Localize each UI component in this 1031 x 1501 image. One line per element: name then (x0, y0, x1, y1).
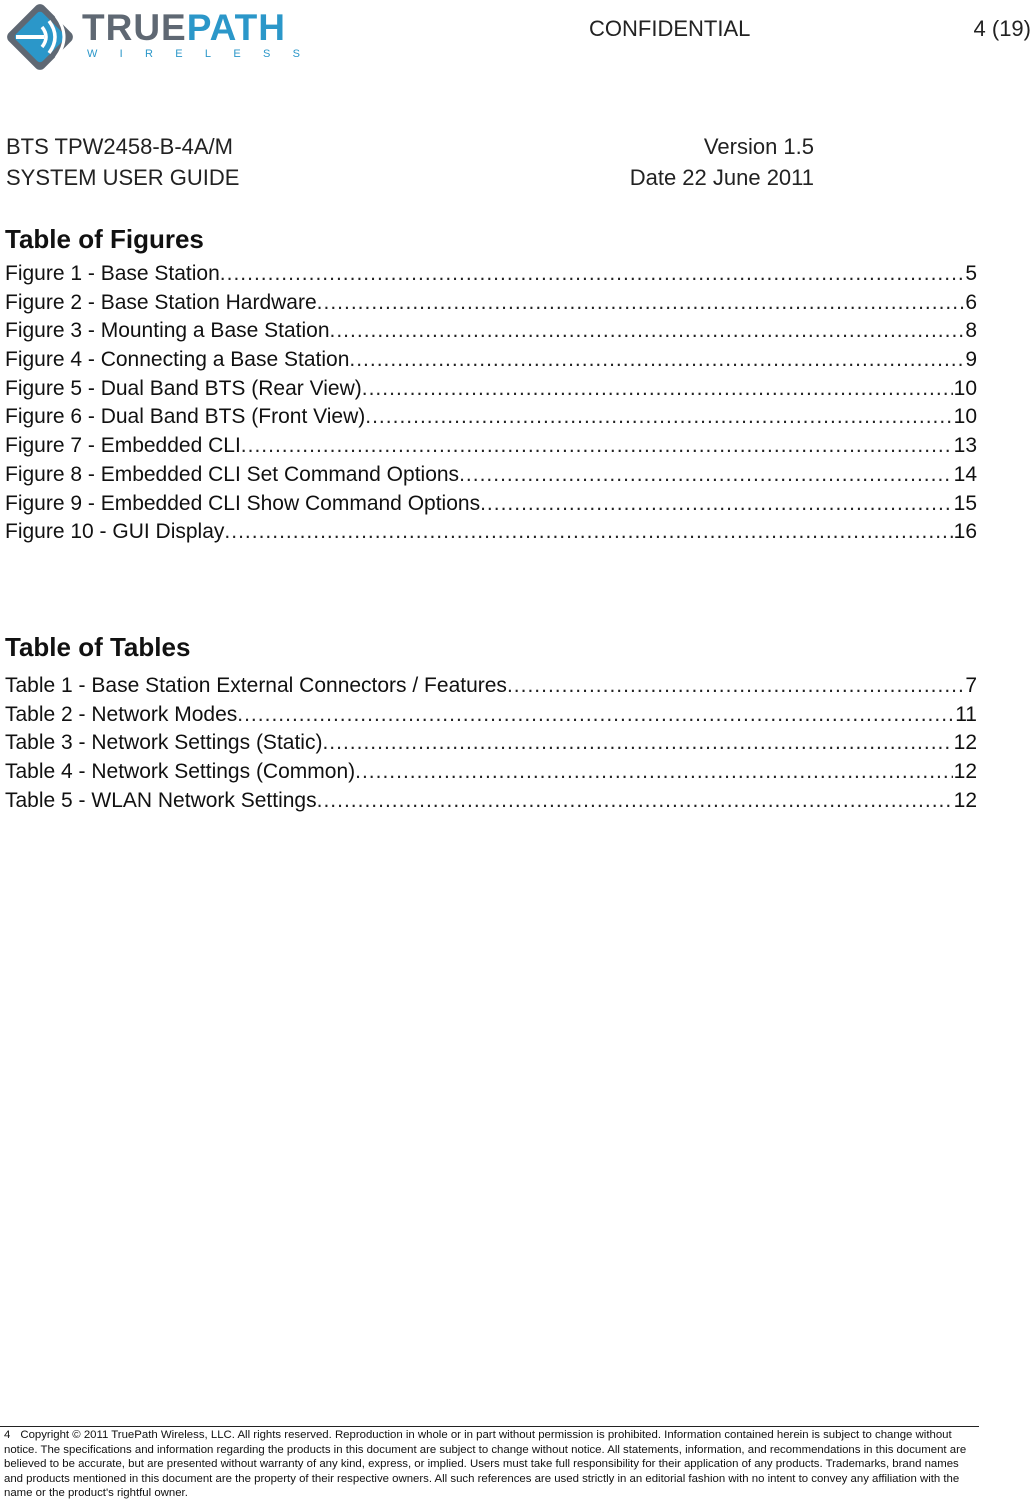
figure-entry-page: 10 (953, 405, 977, 429)
figure-entry[interactable] (5, 346, 977, 375)
dot-leader (317, 787, 953, 816)
table-entry[interactable] (5, 787, 977, 816)
figure-entry[interactable] (5, 518, 977, 547)
logo-word-path: PATH (186, 7, 286, 48)
dot-leader (459, 461, 953, 490)
figure-entry-page: 10 (953, 376, 977, 400)
table-entry-page: 11 (955, 702, 977, 726)
table-entry[interactable] (5, 729, 977, 758)
figure-entry-label: Figure 5 - Dual Band BTS (Rear View) (5, 376, 362, 400)
table-entry-page: 12 (953, 788, 977, 812)
figure-entry-page: 8 (965, 319, 977, 343)
figure-entry[interactable] (5, 461, 977, 490)
figure-entry-page: 13 (953, 434, 977, 458)
footer-divider (0, 1426, 979, 1427)
doc-version: Version 1.5 (703, 134, 814, 159)
figures-heading: Table of Figures (5, 224, 204, 254)
dot-leader (330, 317, 965, 346)
dot-leader (322, 729, 952, 758)
doc-title-line1: BTS TPW2458-B-4A/M (6, 134, 233, 159)
figure-entry-page: 6 (965, 290, 977, 314)
table-entry-page: 12 (953, 731, 977, 755)
figure-entry-label: Figure 6 - Dual Band BTS (Front View) (5, 405, 366, 429)
figures-list (5, 260, 977, 547)
figure-entry[interactable] (5, 490, 977, 519)
dot-leader (355, 758, 953, 787)
doc-title-line2: SYSTEM USER GUIDE (6, 165, 240, 190)
table-entry-label: Table 5 - WLAN Network Settings (5, 788, 317, 812)
table-entry[interactable] (5, 672, 977, 701)
figure-entry[interactable] (5, 260, 977, 289)
footer-page-number: 4 (4, 1429, 11, 1441)
figure-entry-label: Figure 3 - Mounting a Base Station (5, 319, 330, 343)
dot-leader (317, 289, 965, 318)
table-entry[interactable] (5, 758, 977, 787)
dot-leader (362, 375, 953, 404)
tables-heading: Table of Tables (5, 632, 191, 662)
table-entry[interactable] (5, 701, 977, 730)
figure-entry-label: Figure 4 - Connecting a Base Station (5, 348, 350, 372)
figure-entry[interactable] (5, 403, 977, 432)
logo-wordmark (82, 8, 286, 48)
dot-leader (480, 490, 953, 519)
dot-leader (224, 518, 952, 547)
figure-entry-page: 14 (953, 462, 977, 486)
table-entry-label: Table 4 - Network Settings (Common) (5, 760, 356, 784)
confidential-label: CONFIDENTIAL (589, 16, 751, 41)
dot-leader (507, 672, 964, 701)
table-entry-label: Table 1 - Base Station External Connectors / Features (5, 674, 507, 697)
table-entry-label: Table 3 - Network Settings (Static) (5, 731, 323, 755)
figure-entry-label: Figure 2 - Base Station Hardware (5, 290, 317, 314)
figure-entry-page: 15 (953, 491, 977, 515)
logo-subtitle: WIRELESS (87, 48, 323, 60)
figure-entry-label: Figure 10 - GUI Display (5, 520, 225, 544)
figure-entry[interactable] (5, 317, 977, 346)
truepath-logo-icon (2, 0, 78, 74)
dot-leader (241, 432, 953, 461)
figure-entry-label: Figure 8 - Embedded CLI Set Command Options (5, 462, 460, 486)
tables-list (5, 672, 977, 815)
page-indicator: 4 (19) (973, 16, 1031, 41)
dot-leader (365, 403, 952, 432)
figure-entry-label: Figure 9 - Embedded CLI Show Command Options (5, 491, 481, 515)
figure-entry-page: 16 (953, 520, 977, 544)
figure-entry[interactable] (5, 375, 977, 404)
doc-date: Date 22 June 2011 (629, 165, 814, 190)
figure-entry-page: 5 (965, 262, 977, 285)
table-entry-label: Table 2 - Network Modes (5, 702, 238, 726)
table-entry-page: 12 (953, 760, 977, 784)
figure-entry[interactable] (5, 289, 977, 318)
figure-entry-page: 9 (965, 348, 977, 372)
dot-leader (237, 701, 954, 730)
dot-leader (349, 346, 964, 375)
footer-text: Copyright © 2011 TruePath Wireless, LLC. All rights reserved. Reproduction in whole or in part without permission is prohibited. Information contained herein is subject to change without notice. The specifications and information regarding the products in this document are subject to change without notice. All statements, information, and recommendations in this document are believed to be accurate, but are presented without warranty of any kind, express, or implied. Users must take full responsibility for their application of any products. Trademarks, brand names and products mentioned in this document are the property of their respective owners. All such references are used strictly in an editorial fashion with no intent to convey any affiliation with the name or the product's rightful owner. (4, 1429, 967, 1499)
dot-leader (220, 260, 965, 289)
truepath-logo (2, 0, 362, 74)
logo-word-true: TRUE (82, 7, 187, 48)
figure-entry[interactable] (5, 432, 977, 461)
figure-entry-label: Figure 1 - Base Station (5, 262, 220, 285)
footer-copyright (4, 1428, 972, 1501)
table-entry-page: 7 (965, 674, 977, 697)
figure-entry-label: Figure 7 - Embedded CLI (5, 434, 241, 458)
